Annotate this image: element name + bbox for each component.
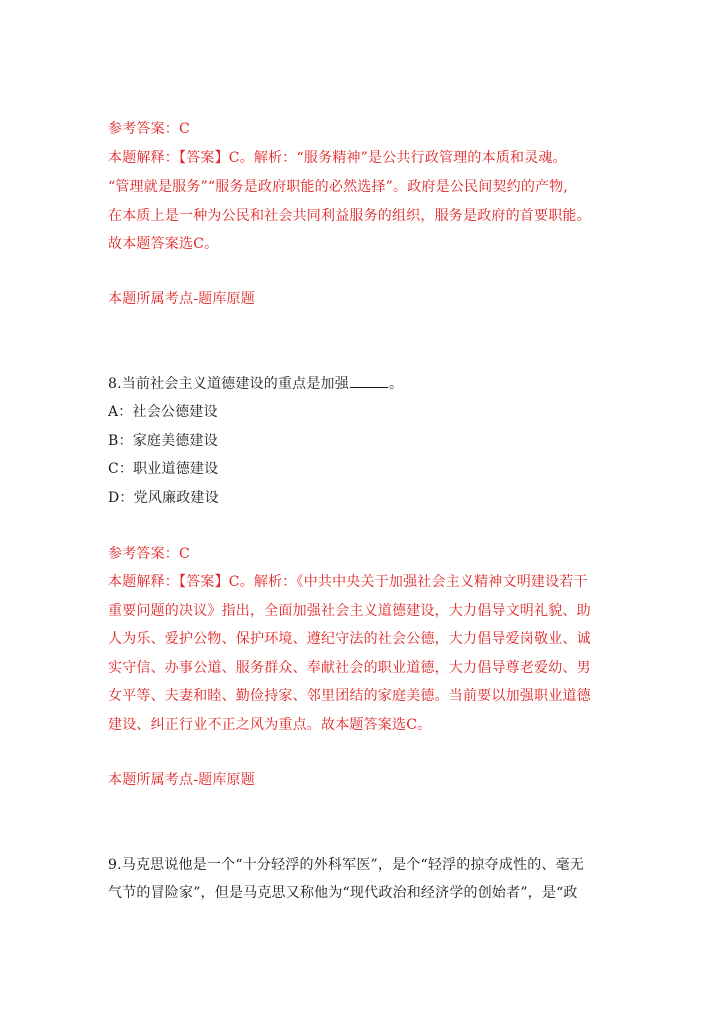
explanation-line: 实守信、办事公道、服务群众、奉献社会的职业道德，大力倡导尊老爱幼、男 — [108, 660, 591, 676]
explanation-line: 人为乐、爱护公物、保护环境、遵纪守法的社会公德，大力倡导爱岗敬业、诚 — [108, 631, 591, 647]
explanation-line: 女平等、夫妻和睦、勤俭持家、邻里团结的家庭美德。当前要以加强职业道德 — [108, 688, 591, 704]
answer-line: 参考答案：C — [108, 546, 190, 562]
explanation-line: “管理就是服务”“服务是政府职能的必然选择”。政府是公民间契约的产物, — [108, 179, 569, 195]
option-d: D：党风廉政建设 — [108, 490, 219, 506]
option-c: C：职业道德建设 — [108, 461, 219, 477]
answer-line: 参考答案：C — [108, 121, 190, 137]
answer-blank — [350, 373, 388, 388]
question-stem: 9.马克思说他是一个“十分轻浮的外科军医”，是个“轻浮的掠夺成性的、毫无 — [108, 857, 585, 873]
option-b: B：家庭美德建设 — [108, 433, 218, 449]
explanation-line: 故本题答案选C。 — [108, 236, 219, 252]
question-stem — [108, 373, 608, 394]
question-stem-text: 8.当前社会主义道德建设的重点是加强 — [108, 376, 349, 392]
question-stem: 气节的冒险家”，但是马克思又称他为“现代政治和经济学的创始者”，是“政 — [108, 885, 578, 901]
source-line: 本题所属考点-题库原题 — [108, 772, 255, 788]
option-a: A：社会公德建设 — [108, 404, 218, 420]
explanation-line: 在本质上是一种为公民和社会共同利益服务的组织，服务是政府的首要职能。 — [108, 208, 591, 224]
question-stem-end: 。 — [388, 376, 404, 392]
explanation-line: 建设、纠正行业不正之风为重点。故本题答案选C。 — [108, 717, 432, 733]
explanation-line: 本题解释：【答案】C。解析：《中共中央关于加强社会主义精神文明建设若干 — [108, 574, 588, 590]
explanation-line: 重要问题的决议》指出，全面加强社会主义道德建设，大力倡导文明礼貌、助 — [108, 603, 591, 619]
explanation-line: 本题解释：【答案】C。解析：“服务精神”是公共行政管理的本质和灵魂。 — [108, 150, 567, 166]
source-line: 本题所属考点-题库原题 — [108, 291, 255, 307]
